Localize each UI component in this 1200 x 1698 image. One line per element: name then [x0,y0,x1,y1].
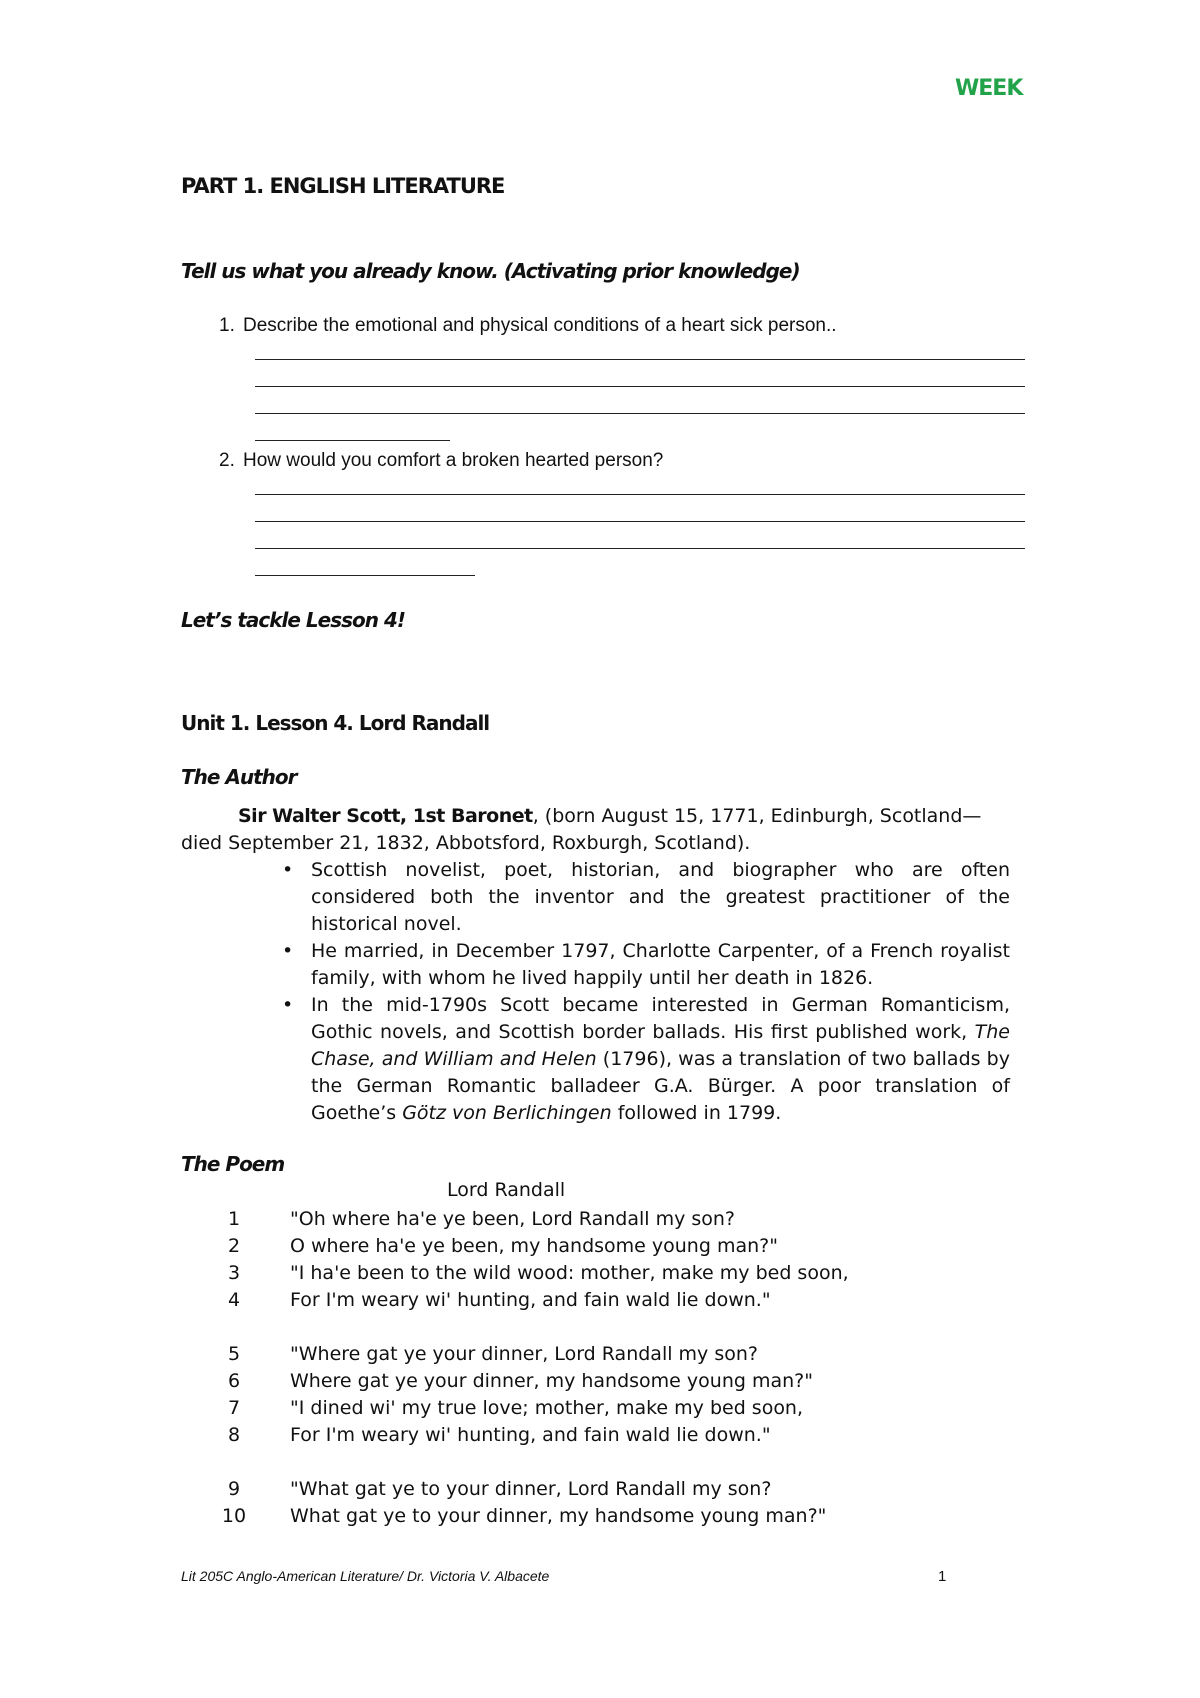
answer-line[interactable] [255,440,450,441]
poem-line: 7 "I dined wi' my true love; mother, make my bed soon, [227,1397,804,1419]
part-title: PART 1. ENGLISH LITERATURE [181,174,505,198]
poem-line: 10 What gat ye to your dinner, my handsome young man?" [221,1505,827,1527]
poem-line: 2 O where ha'e ye been, my handsome young man?" [227,1235,778,1257]
work-title: The Chase, and William and Helen [311,1021,1010,1070]
work-title: Götz von Berlichingen [402,1102,612,1124]
question-number: 2. [219,450,235,471]
answer-line[interactable] [255,494,1025,495]
author-bio [181,803,1020,857]
prior-knowledge-heading: Tell us what you already know. (Activating prior knowledge) [181,259,800,283]
answer-line[interactable] [255,413,1025,414]
answer-line[interactable] [255,359,1025,360]
poem-line: 3 "I ha'e been to the wild wood: mother, make my bed soon, [227,1262,849,1284]
question-number: 1. [219,315,235,336]
poem-line: 5 "Where gat ye your dinner, Lord Randall my son? [227,1343,758,1365]
author-heading: The Author [181,765,297,789]
list-item: • Scottish novelist, poet, historian, and biographer who are often considered both the inventor and the greatest practitioner of the historical novel. [282,859,1010,935]
poem-title: Lord Randall [447,1179,566,1201]
answer-line[interactable] [255,521,1025,522]
author-bio-text: , (born August 15, 1771, Edinburgh, Scotland—died September 21, 1832, Abbotsford, Roxburgh, Scotland). [181,805,982,854]
poem-heading: The Poem [181,1152,285,1176]
poem-line: 1 "Oh where ha'e ye been, Lord Randall my son? [227,1208,736,1230]
poem-line: 8 For I'm weary wi' hunting, and fain wald lie down." [227,1424,771,1446]
poem-body [219,1206,1019,1536]
list-item: • In the mid-1790s Scott became interested in German Romanticism, Gothic novels, and Scottish border ballads. His first published work, The Chase, and William and Helen (1796), was a translation of two ballads by the German Romantic balladeer G.A. Bürger. A poor translation of Goethe’s Götz von Berlichingen followed in 1799. [282,994,1010,1124]
poem-line: 6 Where gat ye your dinner, my handsome young man?" [227,1370,813,1392]
unit-lesson-title: Unit 1. Lesson 4. Lord Randall [181,711,490,735]
question-text: Describe the emotional and physical conditions of a heart sick person.. [243,315,837,336]
question-text: How would you comfort a broken hearted person? [243,450,664,471]
footer-course: Lit 205C Anglo-American Literature/ Dr. Victoria V. Albacete [181,1568,550,1584]
answer-line[interactable] [255,548,1025,549]
week-label: WEEK [955,76,1023,101]
page-number: 1 [938,1568,947,1585]
list-item: • He married, in December 1797, Charlotte Carpenter, of a French royalist family, with whom he lived happily until her death in 1826. [282,940,1010,989]
answer-line[interactable] [255,386,1025,387]
question-1 [219,315,837,337]
poem-line: 9 "What gat ye to your dinner, Lord Randall my son? [227,1478,772,1500]
answer-line[interactable] [255,575,475,576]
author-name: Sir Walter Scott, 1st Baronet [238,805,533,827]
question-2 [219,450,663,472]
author-facts-list [270,857,1010,1127]
poem-line: 4 For I'm weary wi' hunting, and fain wald lie down." [227,1289,771,1311]
lesson-tackle-heading: Let’s tackle Lesson 4! [181,608,406,632]
